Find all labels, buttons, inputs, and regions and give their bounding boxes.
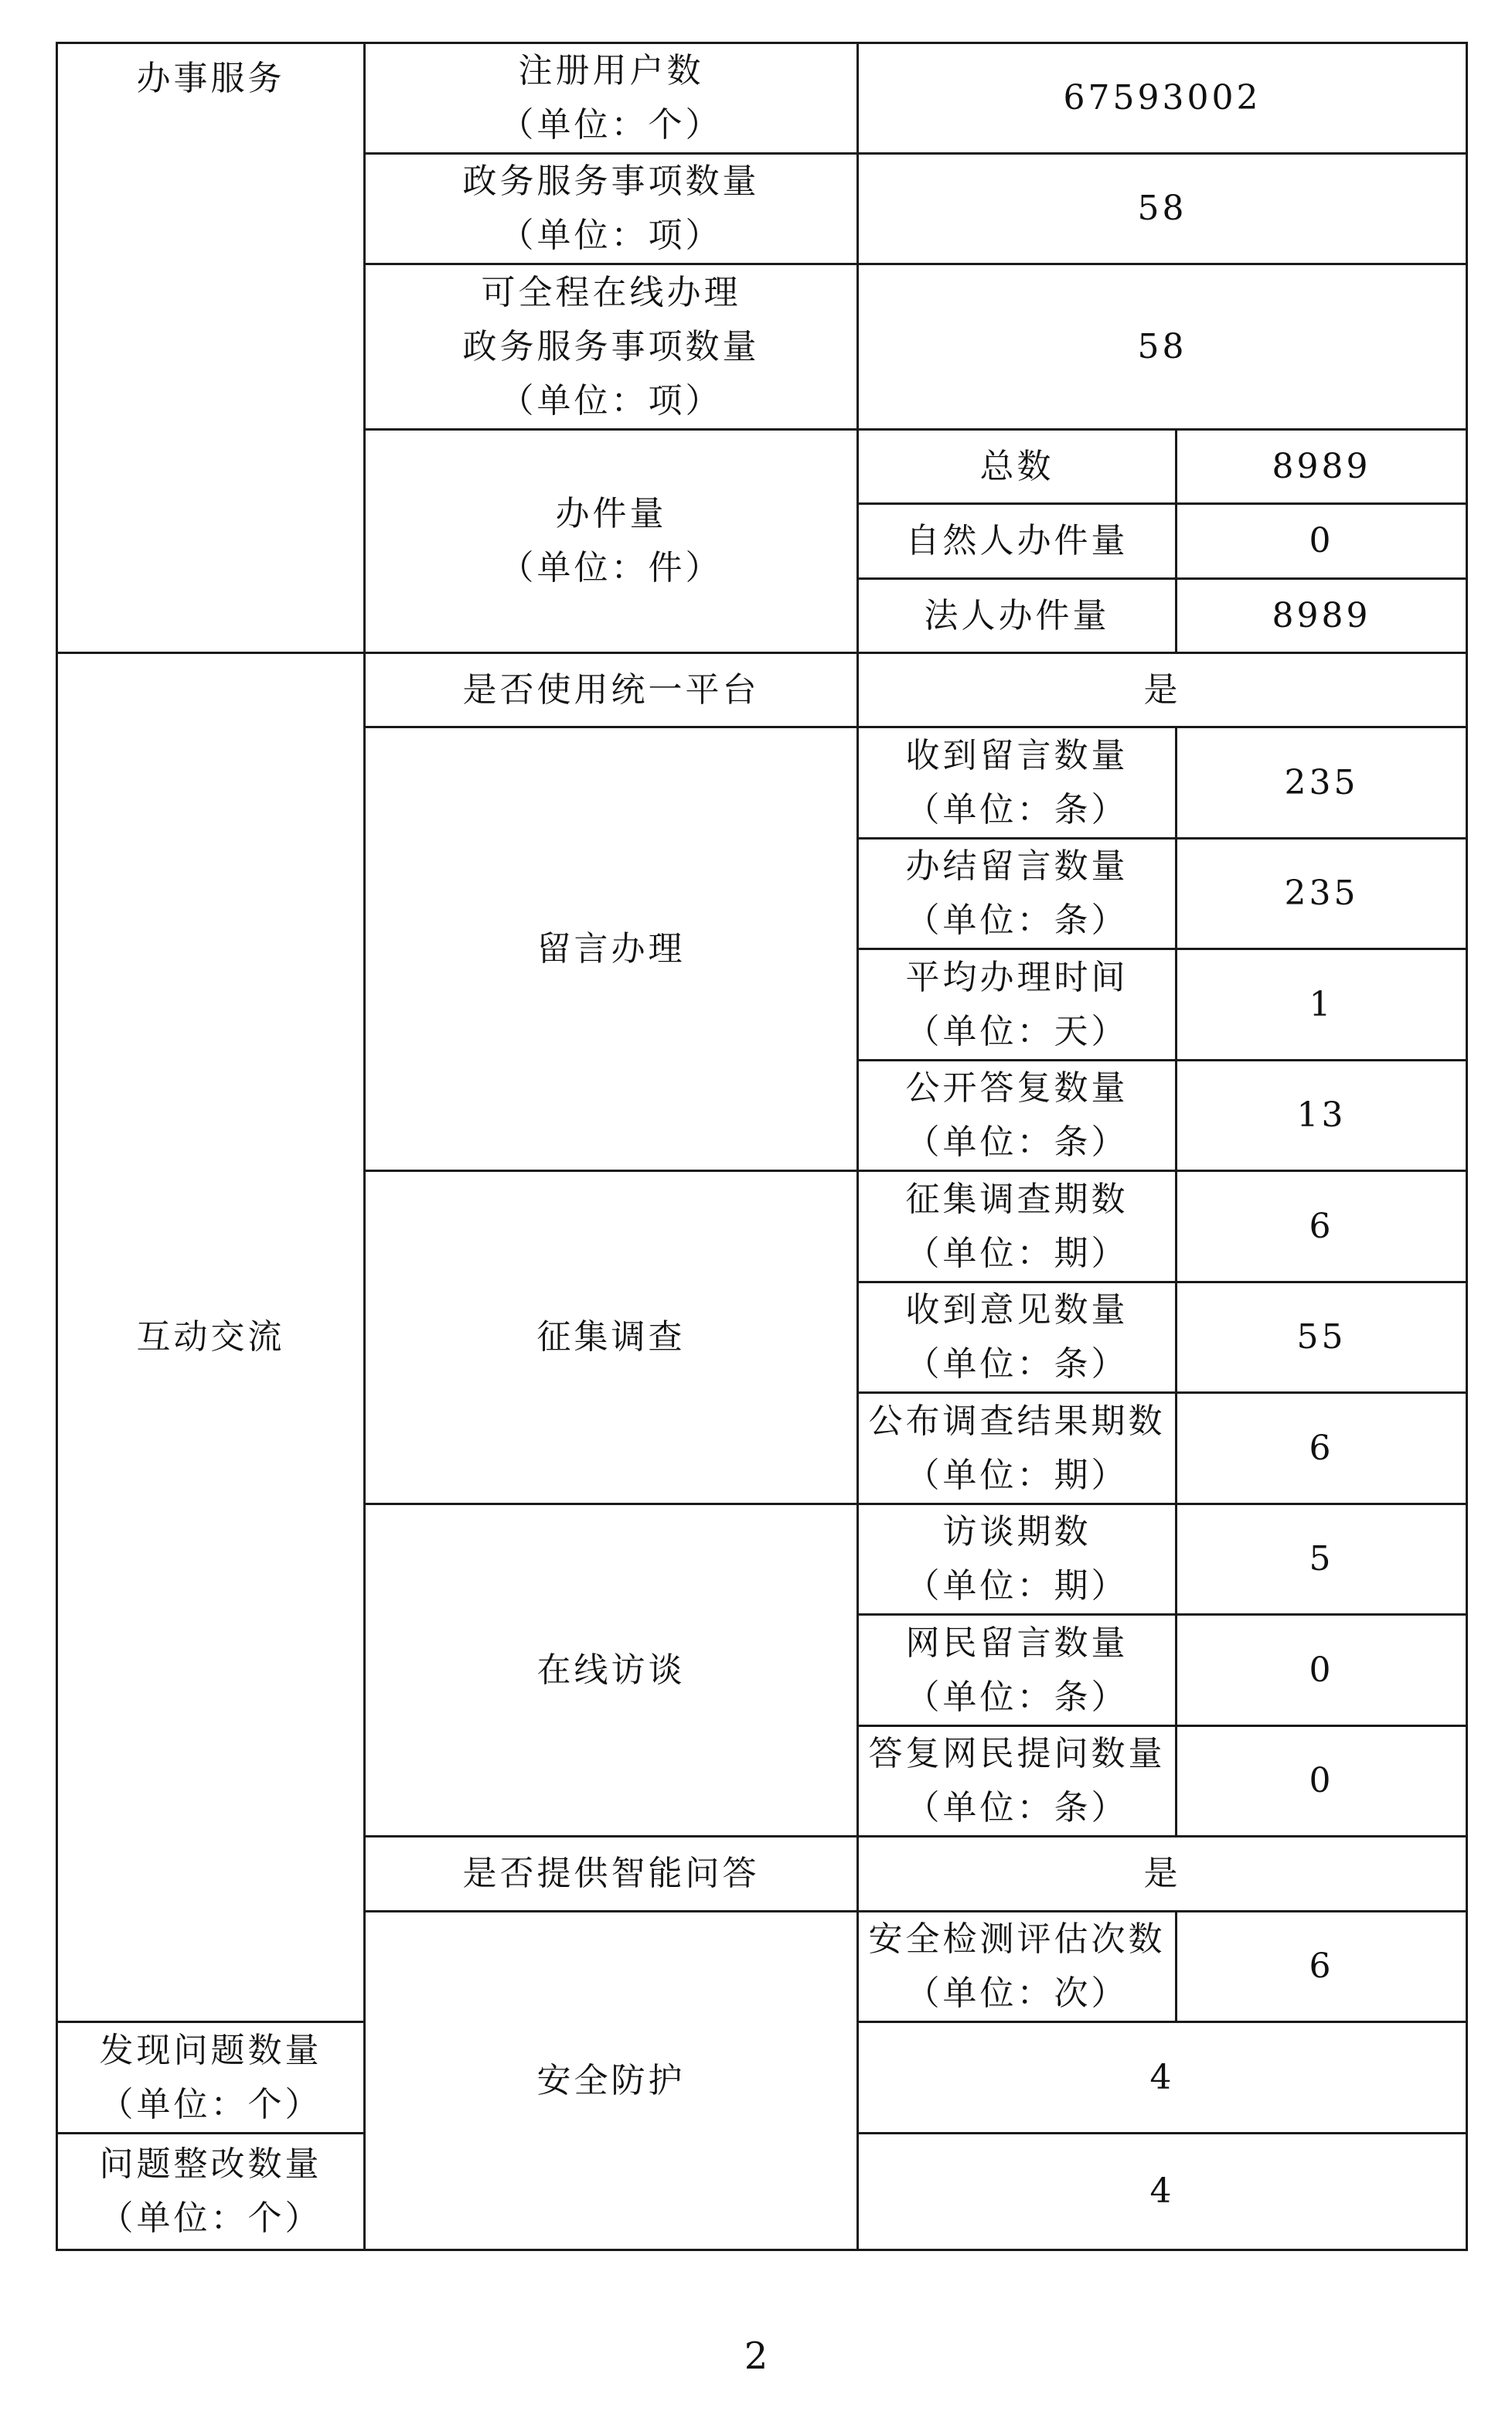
value-smart-qa: 是 <box>858 1837 1467 1912</box>
label-survey-results: 公布调查结果期数 （单位：期） <box>858 1393 1177 1504</box>
value-handled-natural: 0 <box>1177 504 1467 579</box>
value-interview-answers: 0 <box>1177 1726 1467 1837</box>
item-handled: 办件量 （单位：件） <box>365 430 858 653</box>
value-survey-opinions: 55 <box>1177 1282 1467 1393</box>
value-issues-found: 4 <box>858 2022 1467 2134</box>
label-interview-netizen-msgs: 网民留言数量 （单位：条） <box>858 1615 1177 1726</box>
value-service-items: 58 <box>858 154 1467 264</box>
item-online-items: 可全程在线办理 政务服务事项数量 （单位：项） <box>365 264 858 430</box>
value-messages-closed: 235 <box>1177 839 1467 949</box>
category-security: 安全防护 <box>365 1912 858 2250</box>
item-interview: 在线访谈 <box>365 1504 858 1837</box>
category-service: 办事服务 <box>57 43 365 653</box>
item-registered-users: 注册用户数 （单位：个） <box>365 43 858 154</box>
label-survey-opinions: 收到意见数量 （单位：条） <box>858 1282 1177 1393</box>
table-row <box>57 653 1467 727</box>
value-issues-fixed: 4 <box>858 2134 1467 2250</box>
label-interview-periods: 访谈期数 （单位：期） <box>858 1504 1177 1615</box>
value-interview-periods: 5 <box>1177 1504 1467 1615</box>
label-messages-received: 收到留言数量 （单位：条） <box>858 727 1177 839</box>
label-interview-answers: 答复网民提问数量 （单位：条） <box>858 1726 1177 1837</box>
label-survey-periods: 征集调查期数 （单位：期） <box>858 1171 1177 1282</box>
item-service-items: 政务服务事项数量 （单位：项） <box>365 154 858 264</box>
item-unified-platform: 是否使用统一平台 <box>365 653 858 727</box>
label-messages-closed: 办结留言数量 （单位：条） <box>858 839 1177 949</box>
item-assessments: 安全检测评估次数 （单位：次） <box>858 1912 1177 2022</box>
value-survey-results: 6 <box>1177 1393 1467 1504</box>
value-messages-avg-time: 1 <box>1177 949 1467 1061</box>
label-messages-avg-time: 平均办理时间 （单位：天） <box>858 949 1177 1061</box>
item-issues-found: 发现问题数量 （单位：个） <box>57 2022 365 2134</box>
item-issues-fixed: 问题整改数量 （单位：个） <box>57 2134 365 2250</box>
item-messages: 留言办理 <box>365 727 858 1171</box>
value-survey-periods: 6 <box>1177 1171 1467 1282</box>
item-survey: 征集调查 <box>365 1171 858 1504</box>
item-smart-qa: 是否提供智能问答 <box>365 1837 858 1912</box>
value-messages-public-replies: 13 <box>1177 1061 1467 1171</box>
value-messages-received: 235 <box>1177 727 1467 839</box>
value-online-items: 58 <box>858 264 1467 430</box>
label-handled-natural: 自然人办件量 <box>858 504 1177 579</box>
value-registered-users: 67593002 <box>858 43 1467 154</box>
category-interaction: 互动交流 <box>57 653 365 2022</box>
page-number: 2 <box>744 2335 768 2378</box>
value-handled-total: 8989 <box>1177 430 1467 504</box>
value-assessments: 6 <box>1177 1912 1467 2022</box>
label-messages-public-replies: 公开答复数量 （单位：条） <box>858 1061 1177 1171</box>
table-row <box>57 43 1467 154</box>
statistics-table <box>56 42 1468 2251</box>
value-interview-netizen-msgs: 0 <box>1177 1615 1467 1726</box>
value-unified-platform: 是 <box>858 653 1467 727</box>
label-handled-total: 总数 <box>858 430 1177 504</box>
label-handled-legal: 法人办件量 <box>858 579 1177 653</box>
value-handled-legal: 8989 <box>1177 579 1467 653</box>
